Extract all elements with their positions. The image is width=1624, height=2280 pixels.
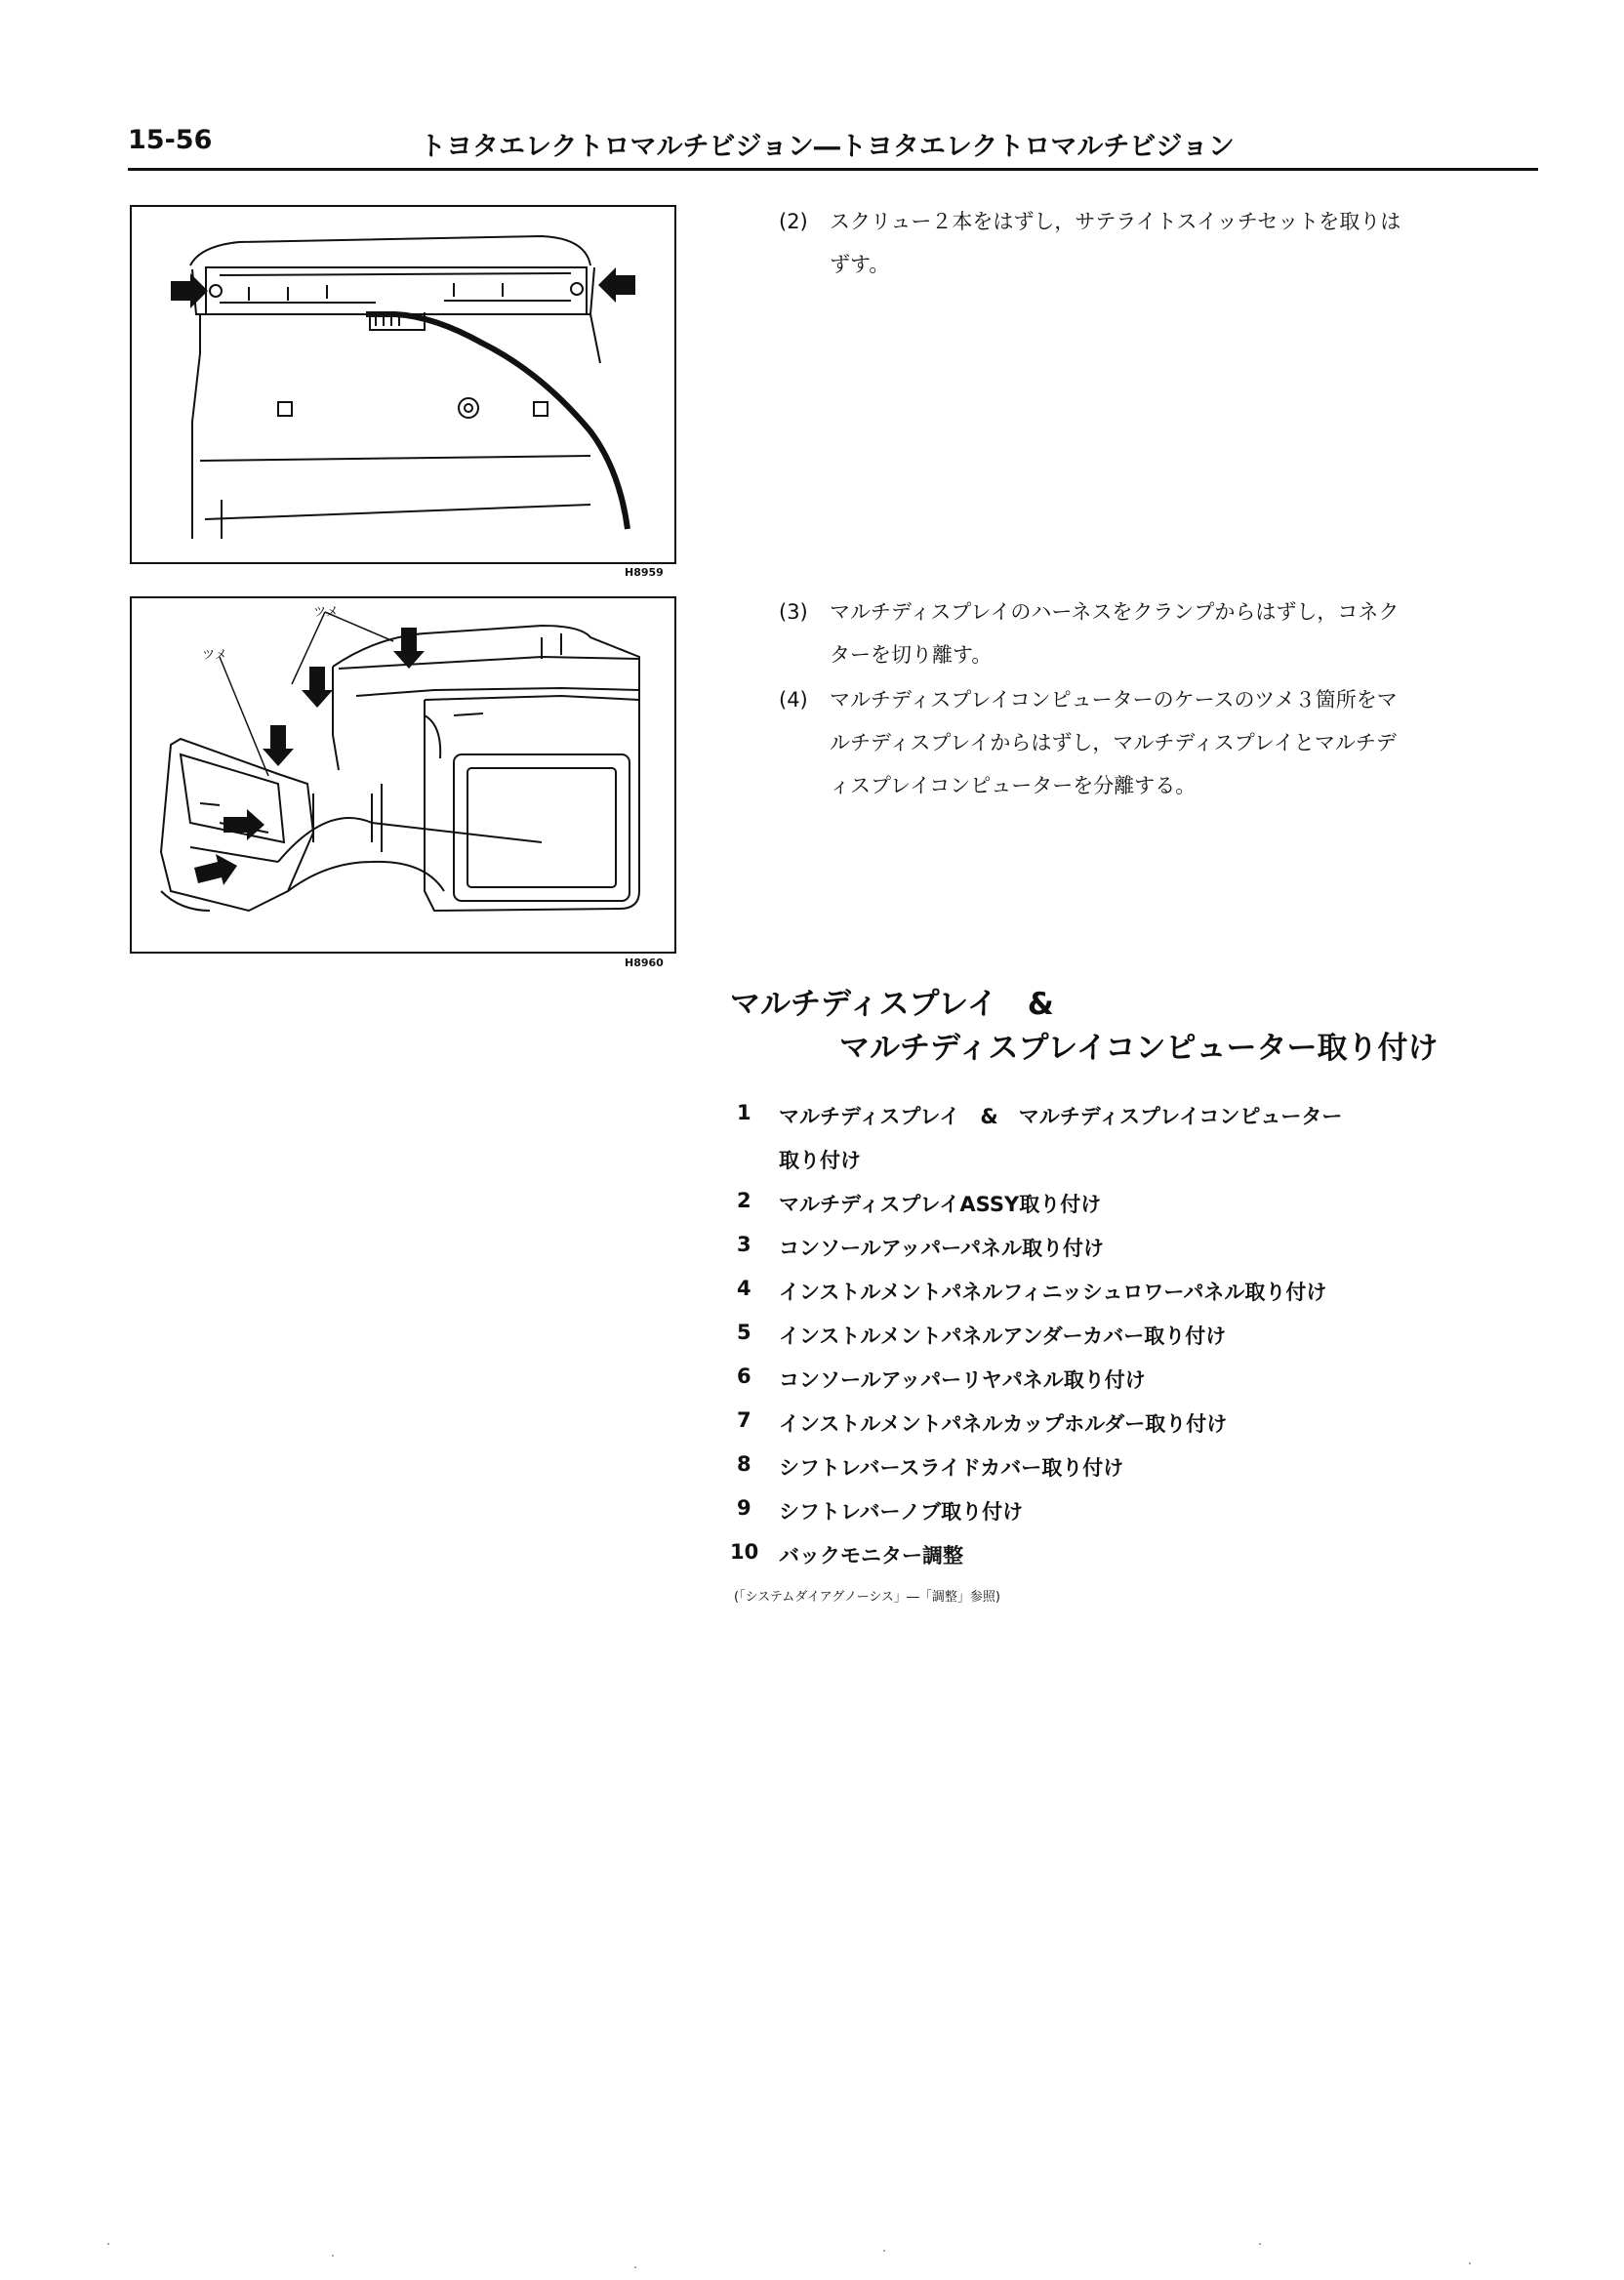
- header-divider: [128, 168, 1538, 171]
- step-number: (3): [779, 600, 808, 624]
- scan-speck: [883, 2250, 885, 2252]
- procedure-number: 2: [737, 1189, 751, 1212]
- step-text: [830, 200, 1401, 286]
- section-title: マルチディスプレイコンピューター取り付け: [839, 1031, 1439, 1066]
- step-number: (4): [779, 688, 808, 712]
- scan-speck: [1469, 2262, 1471, 2264]
- procedure-number: 4: [737, 1277, 751, 1300]
- step-line: ずす。: [830, 253, 890, 276]
- procedure-item: バックモニター調整: [779, 1544, 963, 1568]
- figure-satellite-switch: [130, 205, 676, 564]
- procedure-number: 3: [737, 1233, 751, 1256]
- section-title: マルチディスプレイ &: [730, 987, 1054, 1022]
- procedure-item: コンソールアッパーパネル取り付け: [779, 1237, 1105, 1260]
- step-line: マルチディスプレイコンピューターのケースのツメ３箇所をマ: [830, 688, 1398, 712]
- scan-speck: [634, 2266, 636, 2268]
- step-number: (2): [779, 210, 808, 233]
- procedure-item: シフトレバースライドカバー取り付け: [779, 1456, 1124, 1480]
- satellite-switch-illustration: [132, 207, 674, 562]
- page-number: 15-56: [128, 125, 213, 155]
- scan-speck: [1259, 2243, 1261, 2245]
- step-line: ィスプレイコンピューターを分離する。: [830, 774, 1197, 797]
- procedure-item: インストルメントパネルフィニッシュロワーパネル取り付け: [779, 1281, 1327, 1304]
- tab-label: ツメ: [313, 604, 339, 619]
- figure-code: H8959: [625, 566, 664, 579]
- scan-speck: [332, 2255, 334, 2257]
- step-line: マルチディスプレイのハーネスをクランプからはずし，コネク: [830, 600, 1400, 624]
- figure-code: H8960: [625, 957, 664, 969]
- procedure-item: インストルメントパネルアンダーカバー取り付け: [779, 1324, 1227, 1348]
- scan-speck: [107, 2243, 109, 2245]
- procedure-item: 取り付け: [779, 1149, 861, 1172]
- step-line: ターを切り離す。: [830, 643, 993, 667]
- procedure-number: 10: [730, 1540, 759, 1564]
- multi-display-illustration: [132, 598, 674, 952]
- procedure-note: (「システムダイアグノーシス」―「調整」参照): [734, 1590, 1001, 1605]
- procedure-item: シフトレバーノブ取り付け: [779, 1500, 1024, 1524]
- procedure-item: マルチディスプレイ & マルチディスプレイコンピューター: [779, 1105, 1343, 1128]
- procedure-number: 8: [737, 1452, 751, 1476]
- step-text: [830, 678, 1398, 807]
- procedure-number: 6: [737, 1364, 751, 1388]
- step-line: スクリュー２本をはずし，サテライトスイッチセットを取りは: [830, 210, 1401, 233]
- procedure-number: 9: [737, 1496, 751, 1520]
- page-title: トヨタエレクトロマルチビジョン―トヨタエレクトロマルチビジョン: [420, 132, 1235, 162]
- figure-multi-display: [130, 596, 676, 954]
- step-text: [830, 590, 1399, 676]
- tab-label: ツメ: [202, 647, 227, 662]
- step-line: ルチディスプレイからはずし，マルチディスプレイとマルチデ: [830, 731, 1397, 754]
- procedure-number: 5: [737, 1321, 751, 1344]
- procedure-number: 7: [737, 1408, 751, 1432]
- procedure-item: インストルメントパネルカップホルダー取り付け: [779, 1412, 1228, 1436]
- procedure-item: マルチディスプレイASSY取り付け: [779, 1193, 1102, 1216]
- procedure-item: コンソールアッパーリヤパネル取り付け: [779, 1368, 1146, 1392]
- procedure-number: 1: [737, 1101, 751, 1124]
